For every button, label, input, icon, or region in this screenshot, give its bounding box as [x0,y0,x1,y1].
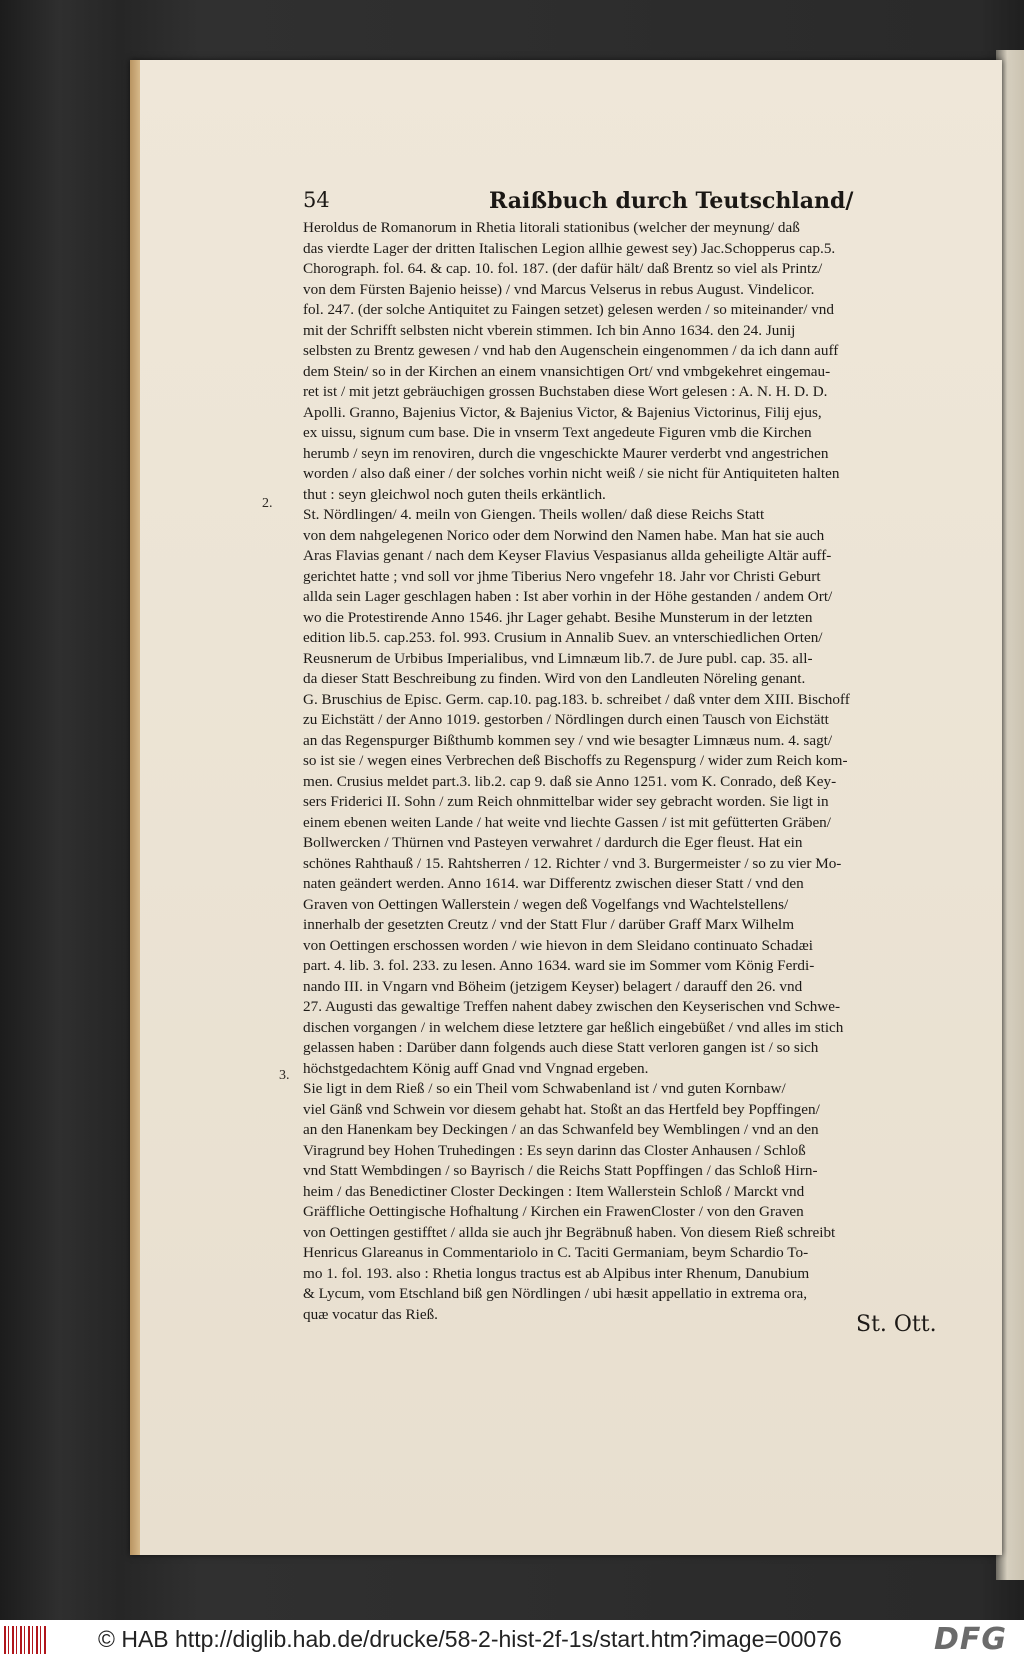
text-line: Bollwercken / Thürnen vnd Pasteyen verwahret / dardurch die Eger fleust. Hat ein [303,834,803,851]
text-line: von Oettingen gestifftet / allda sie auch jhr Begräbnuß haben. Von diesem Rieß schreibt [303,1223,836,1241]
text-line: worden / also daß einer / der solches vorhin nicht weiß / sie nicht für Antiquiteten halten [303,465,840,482]
dfg-logo: DFG [934,1622,1008,1657]
text-line: von Oettingen erschossen worden / wie hievon in dem Sleidano continuato Schadæi [303,936,813,954]
text-line: Chorograph. fol. 64. & cap. 10. fol. 187. (der dafür hält/ daß Brentz so viel als Printz/ [303,260,823,277]
text-line: heim / das Benedictiner Closter Deckingen : Item Wallerstein Schloß / Marckt vnd [303,1182,805,1200]
text-line: St. Nördlingen/ 4. meiln von Giengen. Theils wollen/ daß diese Reichs Statt [303,506,765,523]
text-line: ex uissu, signum cum base. Die in vnserm Text angedeute Figuren vmb die Kirchen [303,424,812,441]
text-line: von dem nahgelegenen Norico oder dem Norwind den Namen habe. Man hat sie auch [303,526,825,544]
text-line: da dieser Statt Beschreibung zu finden. Wird von den Landleuten Nöreling genant. [303,670,806,687]
margin-note: 3. [279,1068,290,1083]
text-line: zu Eichstätt / der Anno 1019. gestorben / Nördlingen durch einen Tausch von Eichstätt [303,711,829,728]
text-line: schönes Rahthauß / 15. Rahtsherren / 12. Richter / vnd 3. Burgermeister / so zu vier Mo- [303,854,842,872]
text-line: Sie ligt in dem Rieß / so ein Theil vom Schwabenland ist / vnd guten Kornbaw/ [303,1080,786,1097]
page-number: 54 [303,188,330,212]
text-line: edition lib.5. cap.253. fol. 993. Crusium in Annalib Suev. an vnterschiedlichen Orten/ [303,629,823,646]
text-line: sers Friderici II. Sohn / zum Reich ohnmittelbar wider sey gebracht worden. Sie ligt in [303,793,829,810]
text-line: quæ vocatur das Rieß. [303,1305,438,1323]
text-line: Henricus Glareanus in Commentariolo in C. Taciti Germaniam, beym Schardio To- [303,1244,809,1261]
text-line: Graven von Oettingen Wallerstein / wegen deß Vogelfangs vnd Wachtelstellens/ [303,895,789,913]
running-title: Raißbuch durch Teutschland/ [489,188,854,214]
text-line: Reusnerum de Urbibus Imperialibus, vnd Limnæum lib.7. de Jure publ. cap. 35. all- [303,649,813,667]
text-line: ret ist / mit jetzt gebräuchigen grossen Buchstaben diese Wort gelesen : A. N. H. D. D. [303,383,828,400]
text-line: so ist sie / wegen eines Verbrechen deß Bischoffs zu Regenspurg / wider zum Reich kom- [303,752,848,769]
page-fore-edge [130,60,140,1555]
text-line: selbsten zu Brentz gewesen / vnd hab den Augenschein eingenommen / da ich dann auff [303,342,839,359]
text-line: höchstgedachtem König auff Gnad vnd Vngnad ergeben. [303,1059,649,1077]
text-line: men. Crusius meldet part.3. lib.2. cap 9. daß sie Anno 1251. vom K. Conrado, deß Key- [303,772,837,790]
text-line: Viragrund bey Hohen Truhedingen : Es seyn darinn das Closter Anhausen / Schloß [303,1141,806,1159]
text-line: Heroldus de Romanorum in Rhetia litorali stationibus (welcher der meynung/ daß [303,219,800,236]
text-line: allda sein Lager geschlagen haben : Ist aber vorhin in der Höhe gestanden / andem Ort/ [303,588,833,605]
text-line: gelassen haben : Darüber dann folgends auch diese Statt verloren gangen ist / so sich [303,1039,819,1056]
text-line: nando III. in Vngarn vnd Böheim (jetzigem Keyser) belagert / darauff den 26. vnd [303,977,803,995]
text-line: viel Gänß vnd Schwein vor diesem gehabt hat. Stoßt an das Hertfeld bey Popffingen/ [303,1100,820,1118]
text-line: fol. 247. (der solche Antiquitet zu Faingen setzet) gelesen werden / so miteinander/ vnd [303,301,834,318]
text-line: vnd Statt Wembdingen / so Bayrisch / die Reichs Statt Popffingen / das Schloß Hirn- [303,1162,818,1179]
text-line: an das Regenspurger Bißthumb kommen sey / vnd wie besagter Limnæus num. 4. sagt/ [303,731,833,749]
text-line: gerichtet hatte ; vnd soll vor jhme Tiberius Nero vngefehr 18. Jahr vor Christi Geburt [303,567,821,585]
text-line: & Lycum, vom Etschland biß gen Nördlingen / ubi hæsit appellatio in extrema ora, [303,1285,808,1302]
text-line: einem ebenen weiten Lande / hat weite vnd liechte Gassen / ist mit gefütterten Gräben/ [303,813,831,831]
text-line: innerhalb der gesetzten Creutz / vnd der Statt Flur / darüber Graff Marx Wilhelm [303,916,795,933]
text-line: mo 1. fol. 193. also : Rhetia longus tractus est ab Alpibus inter Rhenum, Danubium [303,1264,810,1282]
catchword: St. Ott. [856,1312,937,1337]
text-line: mit der Schrifft selbsten nicht vberein stimmen. Ich bin Anno 1634. den 24. Junij [303,321,796,339]
margin-note: 2. [262,496,273,511]
text-line: Apolli. Granno, Bajenius Victor, & Bajenius Victor, & Bajenius Victorinus, Filij ejus, [303,403,822,421]
text-line: dischen vorgangen / in welchem diese letztere gar heßlich eingebüßet / vnd alles im stich [303,1018,844,1036]
text-line: naten geändert werden. Anno 1614. war Differentz zwischen dieser Statt / vnd den [303,875,804,892]
footer-bar [0,1620,1024,1660]
text-line: dem Stein/ so in der Kirchen an einem vnansichtigen Ort/ vnd vmbgekehret eingemau- [303,362,831,380]
text-line: Gräffliche Oettingische Hofhaltung / Kirchen ein FrawenCloster / von den Graven [303,1203,804,1220]
text-line: part. 4. lib. 3. fol. 233. zu lesen. Anno 1634. ward sie im Sommer vom König Ferdi- [303,957,815,974]
text-line: G. Bruschius de Episc. Germ. cap.10. pag.183. b. schreibet / daß vnter dem XIII. Bischoff [303,690,850,708]
text-line: 27. Augusti das gewaltige Treffen nahent dabey zwischen den Keyserischen vnd Schwe- [303,998,841,1015]
source-url[interactable]: © HAB http://diglib.hab.de/drucke/58-2-hist-2f-1s/start.htm?image=00076 [98,1626,842,1652]
page-header [303,188,943,218]
text-line: Aras Flavias genant / nach dem Keyser Flavius Vespasianus allda geheiligte Altär auff- [303,547,832,564]
text-line: wo die Protestirende Anno 1546. jhr Lager gehabt. Besihe Munsterum in der letzten [303,608,813,626]
text-line: das vierdte Lager der dritten Italischen Legion allhie gewest sey) Jac.Schopperus cap.5. [303,239,836,257]
text-line: thut : seyn gleichwol noch guten theils erkäntlich. [303,485,606,503]
text-line: an den Hanenkam bey Deckingen / an das Schwanfeld bey Wemblingen / vnd an den [303,1121,819,1138]
hab-barcode-icon [4,1626,46,1654]
body-text [303,218,943,1325]
text-line: herumb / seyn im renoviren, durch die vngeschickte Maurer verderbt vnd angestrichen [303,444,829,462]
text-line: von dem Fürsten Bajenio heisse) / vnd Marcus Velserus in rebus August. Vindelicor. [303,280,815,298]
